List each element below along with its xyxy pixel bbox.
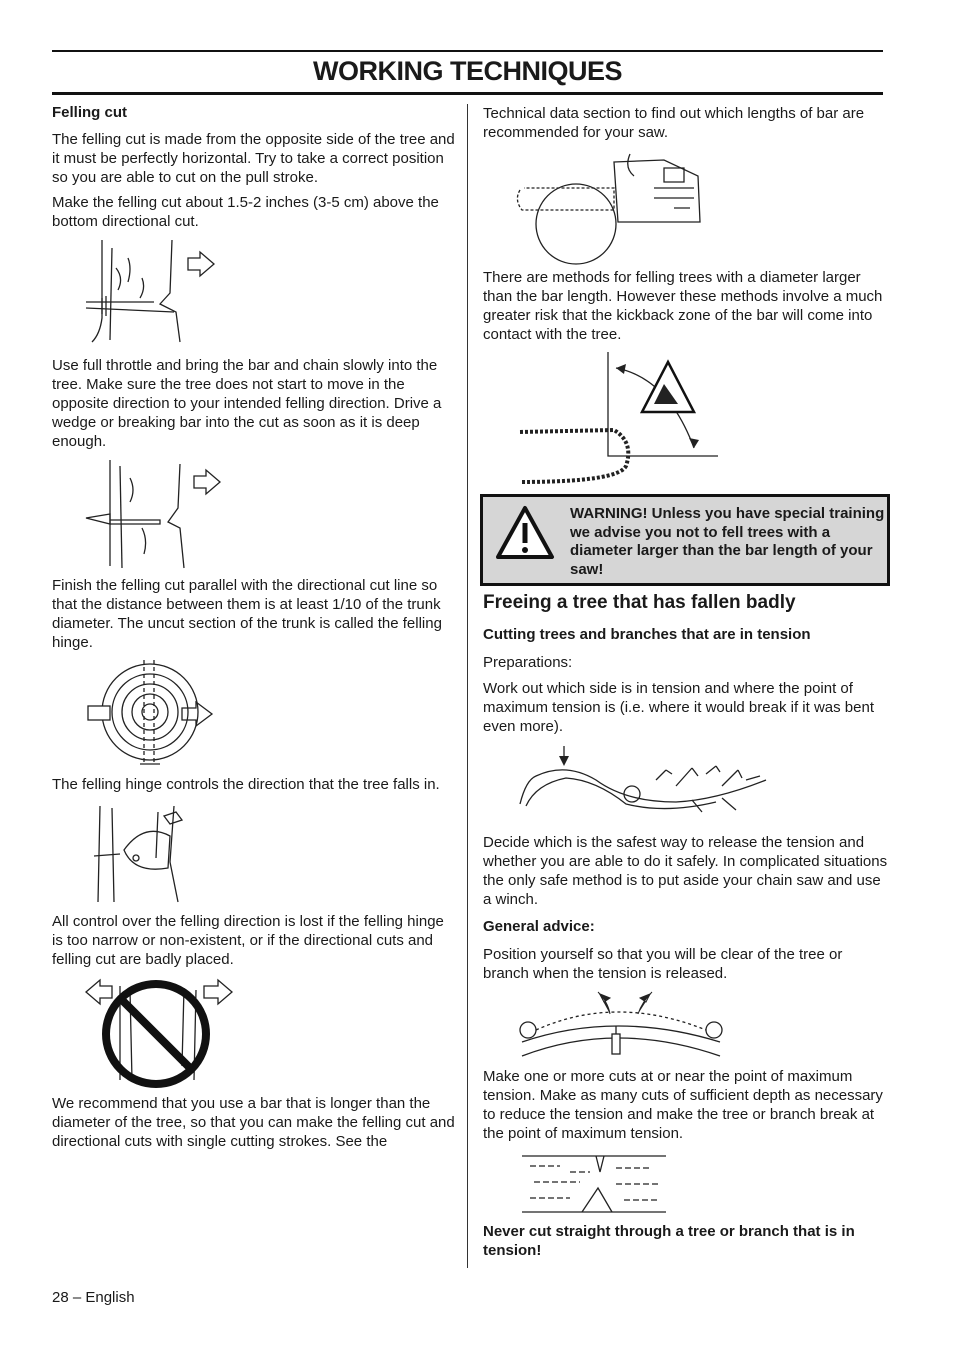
- bar-length-illustration: [514, 148, 714, 264]
- paragraph: Use full throttle and bring the bar and chain slowly into the tree. Make sure the tree does not start to move in the opposite direction to your intended felling direction. Drive a wedge or breaking bar into the cut as soon as it is deep enough.: [52, 357, 442, 450]
- paragraph: All control over the felling direction is lost if the felling hinge is too narrow or non-existent, or if the directional cuts and felling cut are badly placed.: [52, 913, 444, 968]
- kickback-zone-illustration: [518, 350, 728, 490]
- warning-text: WARNING! Unless you have special training we advise you not to fell trees with a diameter larger than the bar length of your saw!: [570, 505, 885, 578]
- tension-tree-illustration: [516, 740, 776, 830]
- tension-release-illustration: [516, 990, 726, 1066]
- paragraph: The felling cut is made from the opposite side of the tree and it must be perfectly horizontal. Try to take a correct position so you are able to cut on the pull stroke.: [52, 131, 455, 186]
- paragraph: Finish the felling cut parallel with the directional cut line so that the distance between them is at least 1/10 of the trunk diameter. The uncut section of the trunk is called the felling hinge.: [52, 577, 442, 651]
- prohibited-cut-illustration: [84, 976, 244, 1090]
- header-rule-bottom: [52, 92, 883, 95]
- warning-triangle-icon: [495, 505, 555, 561]
- page-footer: 28 – English: [52, 1289, 135, 1306]
- section-heading: Freeing a tree that has fallen badly: [483, 592, 796, 613]
- warning-box: [480, 494, 890, 586]
- paragraph: There are methods for felling trees with a diameter larger than the bar length. However these methods involve a much greater risk that the kickback zone of the bar will come into contact with the tree.: [483, 269, 883, 343]
- header-rule-top: [52, 50, 883, 52]
- paragraph: Make one or more cuts at or near the point of maximum tension. Make as many cuts of sufficient depth as necessary to reduce the tension and make the tree or branch break at the point of maximum tension.: [483, 1068, 883, 1142]
- felling-cut-illustration: [84, 238, 224, 348]
- paragraph: Decide which is the safest way to release the tension and whether you are able to do it safely. In complicated situations the only safe method is to put aside your chain saw and use a winch.: [483, 834, 888, 908]
- paragraph: Make the felling cut about 1.5-2 inches (3-5 cm) above the bottom directional cut.: [52, 194, 439, 230]
- cut-point-illustration: [520, 1150, 670, 1218]
- subsection-heading: Cutting trees and branches that are in tension: [483, 626, 811, 643]
- felling-hinge-illustration: [84, 656, 224, 768]
- paragraph: The felling hinge controls the direction that the tree falls in.: [52, 776, 440, 793]
- paragraph: Position yourself so that you will be clear of the tree or branch when the tension is released.: [483, 946, 843, 982]
- wedge-illustration: [84, 458, 224, 570]
- paragraph: Technical data section to find out which lengths of bar are recommended for your saw.: [483, 105, 865, 141]
- felling-cut-heading: Felling cut: [52, 104, 127, 121]
- paragraph: Preparations:: [483, 654, 573, 671]
- page-title: WORKING TECHNIQUES: [312, 56, 622, 86]
- paragraph: We recommend that you use a bar that is longer than the diameter of the tree, so that you can make the felling cut and directional cuts with single cutting strokes. See the: [52, 1095, 455, 1150]
- hinge-direction-illustration: [84, 802, 214, 906]
- column-divider: [467, 104, 468, 1268]
- final-warning-text: Never cut straight through a tree or branch that is in tension!: [483, 1223, 855, 1259]
- general-advice-heading: General advice:: [483, 918, 595, 935]
- paragraph: Work out which side is in tension and where the point of maximum tension is (i.e. where it would break if it was bent even more).: [483, 680, 874, 735]
